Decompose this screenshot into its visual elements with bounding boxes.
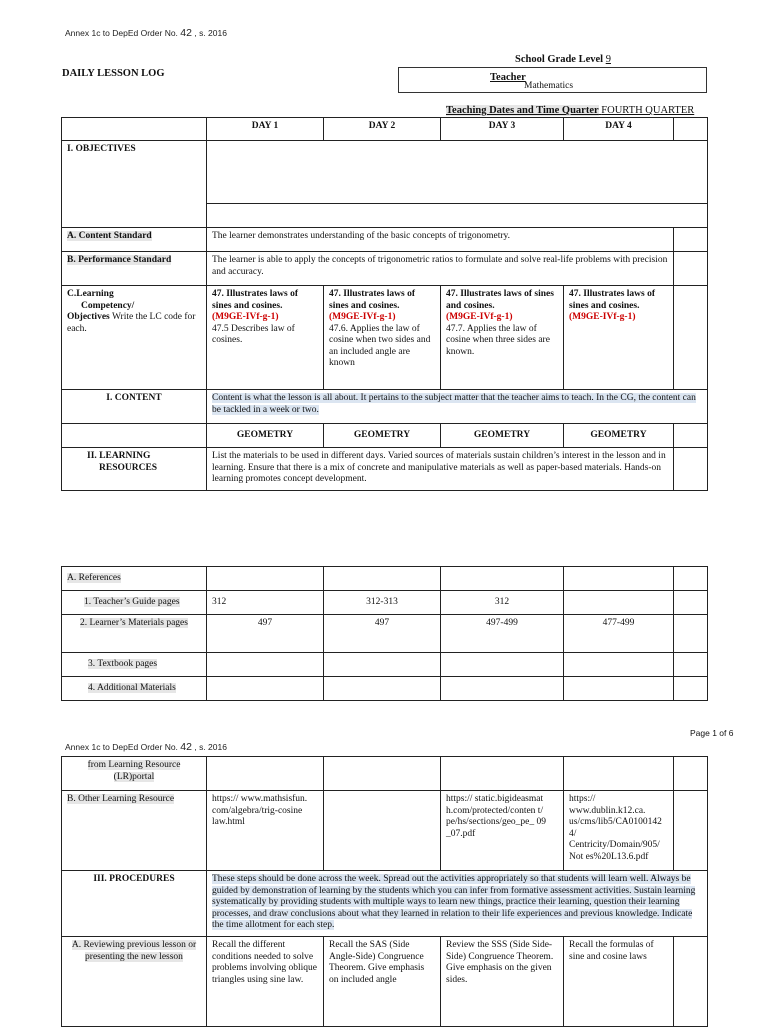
other-lr-day-2 [324, 791, 441, 871]
subject-label: Mathematics [524, 81, 574, 91]
ref-row-label: 1. Teacher’s Guide pages [84, 596, 180, 607]
competency-detail: 47.6. Applies the law of cosine when two sides and an included angle are known [329, 323, 431, 368]
ref-day-3: 312 [441, 591, 564, 615]
ref-day-4 [564, 653, 674, 677]
content-text: Content is what the lesson is all about. It pertains to the subject matter that the teacher aims to teach. In the CG, the content can be tackled in a week or two. [212, 393, 696, 415]
learning-resources-text: List the materials to be used in different days. Varied sources of materials sustain children’s interest in the lesson and in learning. Ensure that there is a mix of concrete and manipulative materials as well as paper-based materials. Hands-on learning promotes concept development. [207, 448, 674, 491]
day-2-header: DAY 2 [324, 118, 441, 141]
dates-label: Teaching Dates and Time Quarter [446, 105, 599, 116]
content-standard-extra [674, 228, 708, 252]
portal-cell [674, 757, 708, 791]
other-lr-day-1: https:// www.mathsisfun. com/algebra/trig-cosine law.html [207, 791, 324, 871]
competency-day-1 [207, 286, 324, 390]
quarter-value: FOURTH QUARTER [601, 105, 695, 116]
competency-title: 47. Illustrates laws of sines and cosines. [446, 289, 554, 311]
annex-prefix: Annex 1c to DepEd Order No. [65, 28, 178, 38]
objectives-label: I. OBJECTIVES [62, 141, 207, 228]
learning-resources-extra [674, 448, 708, 491]
ref-day-4 [564, 591, 674, 615]
content-standard-label [62, 228, 207, 252]
portal-cell [441, 757, 564, 791]
teachers-guide-label [62, 591, 207, 615]
page-number: Page 1 of 6 [690, 728, 734, 738]
annex-header-page-2 [65, 741, 227, 753]
competency-detail: 47.7. Applies the law of cosine when three sides are known. [446, 323, 550, 357]
geometry-day-2: GEOMETRY [324, 424, 441, 448]
page-title: DAILY LESSON LOG [62, 68, 165, 79]
ref-day-3 [441, 677, 564, 701]
performance-standard-label [62, 252, 207, 286]
ref-row-label: 2. Learner’s Materials pages [80, 618, 188, 628]
competency-day-4 [564, 286, 674, 390]
content-text-cell [207, 390, 708, 424]
ref-extra [674, 615, 708, 653]
extra-header [674, 118, 708, 141]
lr-label-1: II. LEARNING [87, 451, 151, 461]
review-day-2: Recall the SAS (Side Angle-Side) Congruence Theorem. Give emphasis on included angle [324, 937, 441, 1027]
lc-label-2: Competency/ [81, 300, 135, 311]
lc-label-1: C.Learning [67, 289, 114, 299]
review-day-4: Recall the formulas of sine and cosine laws [564, 937, 674, 1027]
geometry-blank [62, 424, 207, 448]
ref-cell [441, 567, 564, 591]
competency-code: (M9GE-IVf-g-1) [446, 312, 513, 322]
other-lr-text: B. Other Learning Resource [67, 794, 175, 804]
annex-suffix: , s. 2016 [194, 742, 227, 752]
competency-code: (M9GE-IVf-g-1) [329, 312, 396, 322]
content-label: I. CONTENT [62, 390, 207, 424]
ref-day-1 [207, 653, 324, 677]
lc-label-4: Write the LC code for each. [67, 312, 196, 334]
lr-label-2: RESOURCES [99, 462, 158, 473]
geometry-day-3: GEOMETRY [441, 424, 564, 448]
review-extra [674, 937, 708, 1027]
school-label: School Grade Level [515, 54, 604, 65]
ref-cell [564, 567, 674, 591]
annex-number: 42 [180, 741, 192, 753]
competency-day-3 [441, 286, 564, 390]
ref-cell [674, 567, 708, 591]
ref-extra [674, 591, 708, 615]
content-standard-text-label: A. Content Standard [67, 231, 152, 241]
other-lr-day-3: https:// static.bigideasmat h.com/protected/conten t/ pe/hs/sections/geo_pe_ 09 _07.pdf [441, 791, 564, 871]
ref-day-4 [564, 677, 674, 701]
procedures-text: These steps should be done across the week. Spread out the activities appropriately so that students will learn well. Always be guided by demonstration of learning by the students which you can infer from formative assessment activities. Sustain learning systematically by providing students with multiple ways to learn new things, practice their learning, question their learning processes, and draw conclusions about what they learned in relation to their life experiences and previous knowledge. Indicate the time allotment for each step. [212, 874, 696, 930]
lr-portal-text: from Learning Resource (LR)portal [87, 760, 181, 782]
procedures-table [61, 756, 708, 1027]
day-1-header: DAY 1 [207, 118, 324, 141]
geometry-extra [674, 424, 708, 448]
performance-standard-extra [674, 252, 708, 286]
competency-detail: 47.5 Describes law of cosines. [212, 323, 295, 345]
ref-cell [207, 567, 324, 591]
portal-cell [324, 757, 441, 791]
day-3-header: DAY 3 [441, 118, 564, 141]
ref-day-2: 312-313 [324, 591, 441, 615]
learners-materials-label [62, 615, 207, 653]
annex-header [65, 27, 227, 39]
ref-day-1 [207, 677, 324, 701]
ref-row-label: 4. Additional Materials [88, 682, 176, 693]
lc-label-3: Objectives [67, 312, 110, 322]
ref-day-1: 312 [207, 591, 324, 615]
references-label [62, 567, 207, 591]
performance-standard-text-label: B. Performance Standard [67, 255, 172, 265]
grade-value: 9 [605, 54, 611, 65]
school-grade-level [515, 54, 611, 65]
ref-extra [674, 677, 708, 701]
review-day-3: Review the SSS (Side Side-Side) Congruence Theorem. Give emphasis on the given sides. [441, 937, 564, 1027]
competency-code: (M9GE-IVf-g-1) [212, 312, 279, 322]
geometry-day-4: GEOMETRY [564, 424, 674, 448]
ref-day-4: 477-499 [564, 615, 674, 653]
other-lr-day-4: https:// www.dublin.k12.ca. us/cms/lib5/CA0100142 4/ Centricity/Domain/905/ Not es%20L13.6.pdf [564, 791, 674, 871]
learning-resources-label [62, 448, 207, 491]
content-standard-text: The learner demonstrates understanding of the basic concepts of trigonometry. [207, 228, 674, 252]
lr-portal-label [62, 757, 207, 791]
ref-extra [674, 653, 708, 677]
portal-cell [564, 757, 674, 791]
competency-title: 47. Illustrates laws of sines and cosines. [212, 289, 299, 311]
textbook-pages-label [62, 653, 207, 677]
teacher-label: Teacher [490, 72, 526, 83]
additional-materials-label [62, 677, 207, 701]
learning-competency-label [62, 286, 207, 390]
other-lr-extra [674, 791, 708, 871]
objectives-cell [207, 141, 708, 204]
competency-code: (M9GE-IVf-g-1) [569, 312, 636, 322]
ref-day-1: 497 [207, 615, 324, 653]
reviewing-text: A. Reviewing previous lesson or presenting the new lesson [71, 940, 197, 962]
ref-cell [324, 567, 441, 591]
competency-extra [674, 286, 708, 390]
review-day-1: Recall the different conditions needed to solve problems involving oblique triangles using sine law. [207, 937, 324, 1027]
ref-day-2: 497 [324, 615, 441, 653]
competency-title: 47. Illustrates laws of sines and cosines. [569, 289, 656, 311]
annex-prefix: Annex 1c to DepEd Order No. [65, 742, 178, 752]
annex-number: 42 [180, 27, 192, 39]
ref-row-label: 3. Textbook pages [88, 658, 158, 669]
reviewing-label [62, 937, 207, 1027]
competency-day-2 [324, 286, 441, 390]
performance-standard-text: The learner is able to apply the concepts of trigonometric ratios to formulate and solve real-life problems with precision and accuracy. [207, 252, 674, 286]
ref-day-2 [324, 677, 441, 701]
procedures-text-cell [207, 871, 708, 937]
geometry-day-1: GEOMETRY [207, 424, 324, 448]
ref-day-2 [324, 653, 441, 677]
ref-day-3: 497-499 [441, 615, 564, 653]
day-4-header: DAY 4 [564, 118, 674, 141]
references-label-text: A. References [67, 572, 121, 583]
procedures-label: III. PROCEDURES [62, 871, 207, 937]
references-table [61, 566, 708, 701]
objectives-subcell [207, 204, 708, 228]
lesson-log-table [61, 117, 708, 491]
ref-day-3 [441, 653, 564, 677]
annex-suffix: , s. 2016 [194, 28, 227, 38]
competency-title: 47. Illustrates laws of sines and cosines. [329, 289, 416, 311]
other-lr-label [62, 791, 207, 871]
teaching-dates [446, 105, 694, 116]
portal-cell [207, 757, 324, 791]
header-blank [62, 118, 207, 141]
